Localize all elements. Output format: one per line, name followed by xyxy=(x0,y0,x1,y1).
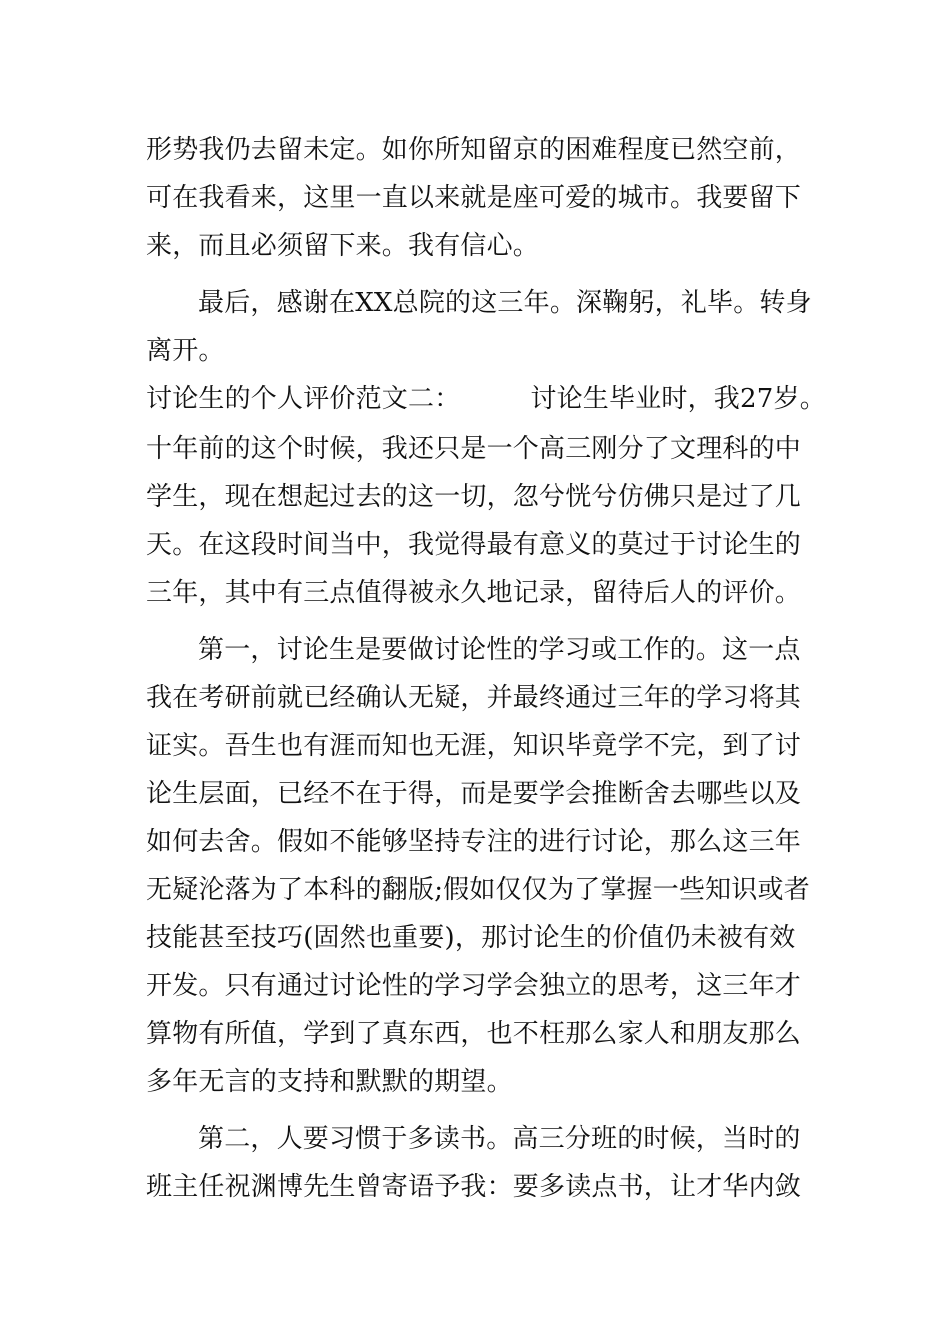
text-line: 学生，现在想起过去的这一切，忽兮恍兮仿佛只是过了几 xyxy=(146,482,802,512)
text-line: 十年前的这个时候，我还只是一个高三刚分了文理科的中 xyxy=(146,434,802,464)
text-line: 可在我看来，这里一直以来就是座可爱的城市。我要留下 xyxy=(146,183,802,213)
text-line: 最后，感谢在XX总院的这三年。深鞠躬，礼毕。转身 xyxy=(198,288,812,318)
text-line: 天。在这段时间当中，我觉得最有意义的莫过于讨论生的 xyxy=(146,530,802,560)
text-line: 技能甚至技巧(固然也重要)，那讨论生的价值仍未被有效 xyxy=(146,923,796,953)
text-line: 如何去舍。假如不能够坚持专注的进行讨论，那么这三年 xyxy=(146,827,802,857)
text-line: 三年，其中有三点值得被永久地记录，留待后人的评价。 xyxy=(146,578,802,608)
text-line: 论生层面，已经不在于得，而是要学会推断舍去哪些以及 xyxy=(146,779,802,809)
text-line: 来，而且必须留下来。我有信心。 xyxy=(146,231,540,261)
section-heading: 讨论生的个人评价范文二： xyxy=(146,384,461,414)
section-heading-line xyxy=(146,383,826,415)
text-line: 离开。 xyxy=(146,336,225,366)
text-line: 形势我仍去留未定。如你所知留京的困难程度已然空前， xyxy=(146,135,802,165)
text-line: 班主任祝渊博先生曾寄语予我：要多读点书，让才华内敛 xyxy=(146,1172,802,1202)
text-line: 我在考研前就已经确认无疑，并最终通过三年的学习将其 xyxy=(146,683,802,713)
text-line: 无疑沦落为了本科的翻版;假如仅仅为了掌握一些知识或者 xyxy=(146,875,810,905)
text-line: 多年无言的支持和默默的期望。 xyxy=(146,1067,513,1097)
text-line: 第二，人要习惯于多读书。高三分班的时候，当时的 xyxy=(198,1124,801,1154)
text-line: 算物有所值，学到了真东西，也不枉那么家人和朋友那么 xyxy=(146,1019,802,1049)
text-line: 证实。吾生也有涯而知也无涯，知识毕竟学不完，到了讨 xyxy=(146,731,802,761)
text-line: 第一，讨论生是要做讨论性的学习或工作的。这一点 xyxy=(198,635,801,665)
section-heading-tail: 讨论生毕业时，我27岁。 xyxy=(530,384,826,414)
text-line: 开发。只有通过讨论性的学习学会独立的思考，这三年才 xyxy=(146,971,802,1001)
